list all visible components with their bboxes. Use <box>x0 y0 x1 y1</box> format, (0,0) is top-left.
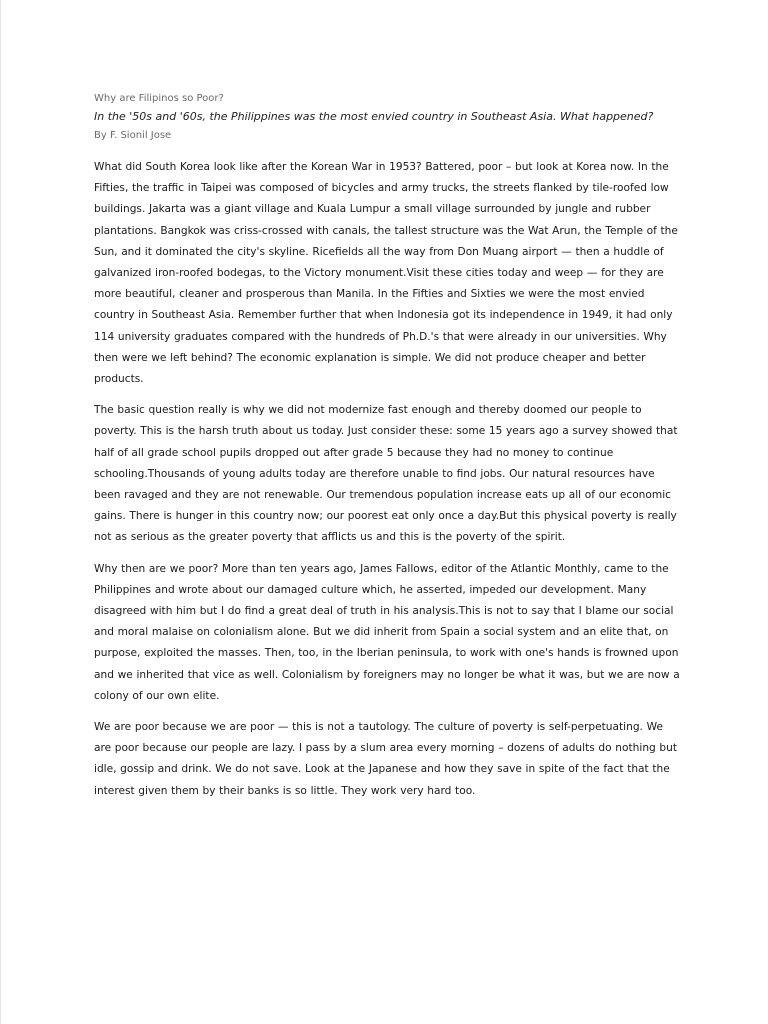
document-subtitle: In the '50s and '60s, the Philippines was the most envied country in Southeast Asia. What happened? <box>94 110 654 123</box>
document-byline: By F. Sionil Jose <box>94 130 172 141</box>
paragraph-1: What did South Korea look like after the Korean War in 1953? Battered, poor – but look at Korea now. In the Fifties, the traffic in Taipei was composed of bicycles and army trucks, the streets flanked by tile-roofed low buildings. Jakarta was a giant village and Kuala Lumpur a small village surrounded by jungle and rubber plantations. Bangkok was criss-crossed with canals, the tallest structure was the Wat Arun, the Temple of the Sun, and it dominated the city's skyline. Ricefields all the way from Don Muang airport — then a huddle of galvanized iron-roofed bodegas, to the Victory monument.Visit these cities today and weep — for they are more beautiful, cleaner and prosperous than Manila. In the Fifties and Sixties we were the most envied country in Southeast Asia. Remember further that when Indonesia got its independence in 1949, it had only 114 university graduates compared with the hundreds of Ph.D.'s that were already in our universities. Why then were we left behind? The economic explanation is simple. We did not produce cheaper and better products. <box>94 161 678 386</box>
paragraph-4: We are poor because we are poor — this is not a tautology. The culture of poverty is self-perpetuating. We are poor because our people are lazy. I pass by a slum area every morning – dozens of adults do nothing but idle, gossip and drink. We do not save. Look at the Japanese and how they save in spite of the fact that the interest given them by their banks is so little. They work very hard too. <box>94 721 678 797</box>
paragraph-3: Why then are we poor? More than ten years ago, James Fallows, editor of the Atlantic Monthly, came to the Philippines and wrote about our damaged culture which, he asserted, impeded our development. Many disagreed with him but I do find a great deal of truth in his analysis.This is not to say that I blame our social and moral malaise on colonialism alone. But we did inherit from Spain a social system and an elite that, on purpose, exploited the masses. Then, too, in the Iberian peninsula, to work with one's hands is frowned upon and we inherited that vice as well. Colonialism by foreigners may no longer be what it was, but we are now a colony of our own elite. <box>94 562 680 702</box>
paragraph-2: The basic question really is why we did not modernize fast enough and thereby doomed our people to poverty. This is the harsh truth about us today. Just consider these: some 15 years ago a survey showed that half of all grade school pupils dropped out after grade 5 because they had no money to continue schooling.Thousands of young adults today are therefore unable to find jobs. Our natural resources have been ravaged and they are not renewable. Our tremendous population increase eats up all of our economic gains. There is hunger in this country now; our poorest eat only once a day.But this physical poverty is really not as serious as the greater poverty that afflicts us and this is the poverty of the spirit. <box>94 404 678 544</box>
document-title: Why are Filipinos so Poor? <box>94 93 224 104</box>
document-body <box>94 92 682 812</box>
